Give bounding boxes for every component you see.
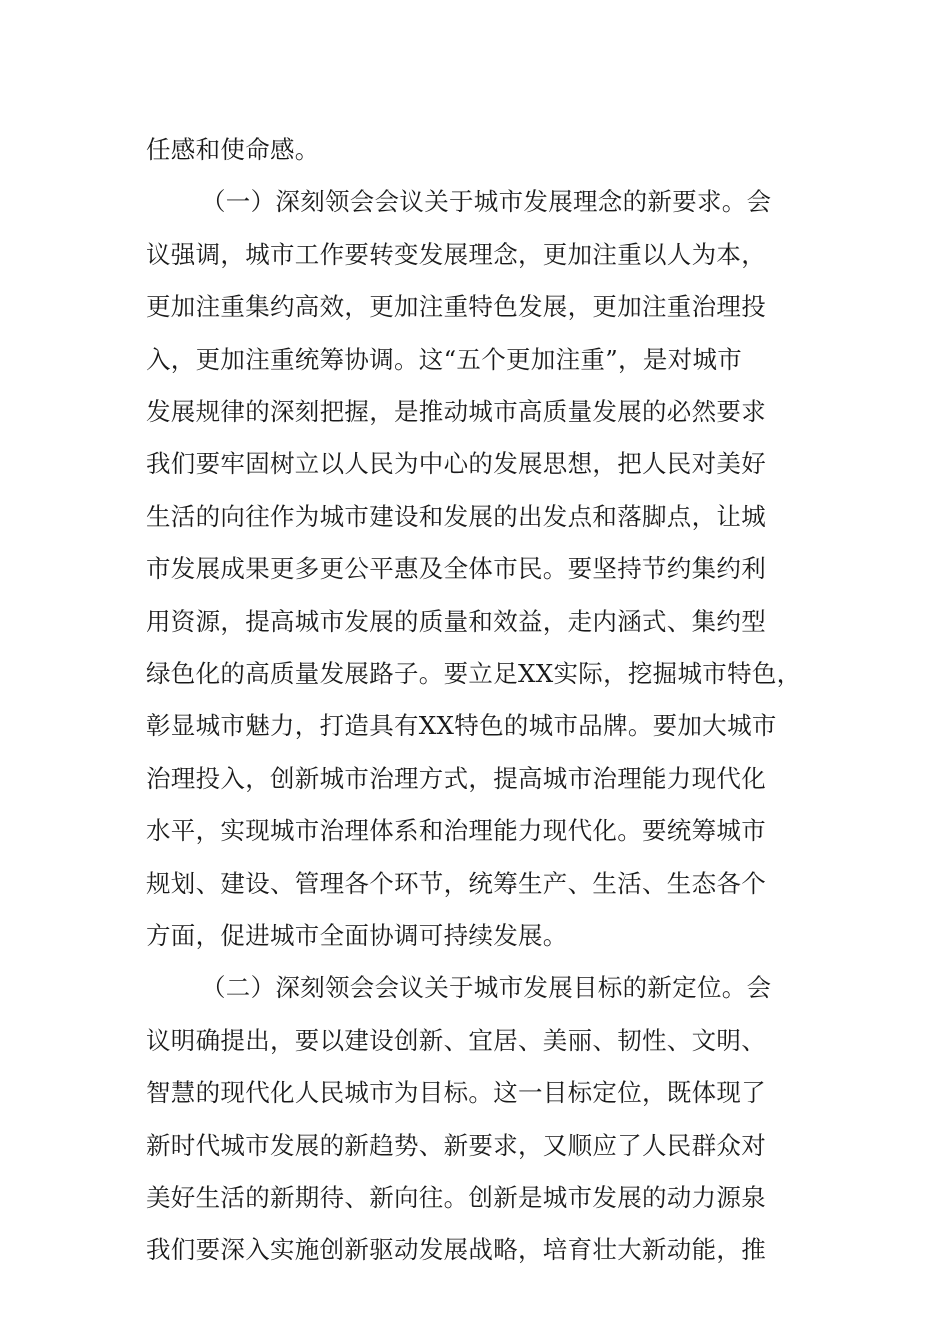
text-line: 美好生活的新期待、新向往。创新是城市发展的动力源泉 [146, 1183, 766, 1212]
text-line: 用资源，提高城市发展的质量和效益，走内涵式、集约型 [146, 607, 766, 636]
text-line: 发展规律的深刻把握，是推动城市高质量发展的必然要求 [146, 397, 766, 426]
text-line: 更加注重集约高效，更加注重特色发展，更加注重治理投 [146, 292, 766, 321]
text-line: 生活的向往作为城市建设和发展的出发点和落脚点，让城 [146, 502, 766, 531]
text-line: 水平，实现城市治理体系和治理能力现代化。要统筹城市 [146, 816, 766, 845]
text-line: 规划、建设、管理各个环节，统筹生产、生活、生态各个 [146, 869, 766, 898]
text-line: 治理投入，创新城市治理方式，提高城市治理能力现代化 [146, 764, 766, 793]
text-line: 绿色化的高质量发展路子。要立足XX实际，挖掘城市特色， [146, 659, 802, 688]
text-line: 议强调，城市工作要转变发展理念，更加注重以人为本， [146, 240, 766, 269]
text-line: 方面，促进城市全面协调可持续发展。 [146, 921, 568, 950]
paragraph-heading-1: （一）深刻领会会议关于城市发展理念的新要求。会 [201, 187, 772, 216]
text-line: 我们要深入实施创新驱动发展战略，培育壮大新动能，推 [146, 1235, 766, 1264]
text-line: 彰显城市魅力，打造具有XX特色的城市品牌。要加大城市 [146, 711, 777, 740]
text-line: 议明确提出，要以建设创新、宜居、美丽、韧性、文明、 [146, 1026, 766, 1055]
text-line: 我们要牢固树立以人民为中心的发展思想，把人民对美好 [146, 449, 766, 478]
text-line: 市发展成果更多更公平惠及全体市民。要坚持节约集约利 [146, 554, 766, 583]
text-line: 新时代城市发展的新趋势、新要求，又顺应了人民群众对 [146, 1131, 766, 1160]
text-line: 入，更加注重统筹协调。这“五个更加注重”，是对城市 [146, 345, 743, 374]
text-line: 任感和使命感。 [146, 135, 320, 164]
text-line: 智慧的现代化人民城市为目标。这一目标定位，既体现了 [146, 1078, 766, 1107]
paragraph-heading-2: （二）深刻领会会议关于城市发展目标的新定位。会 [201, 973, 772, 1002]
